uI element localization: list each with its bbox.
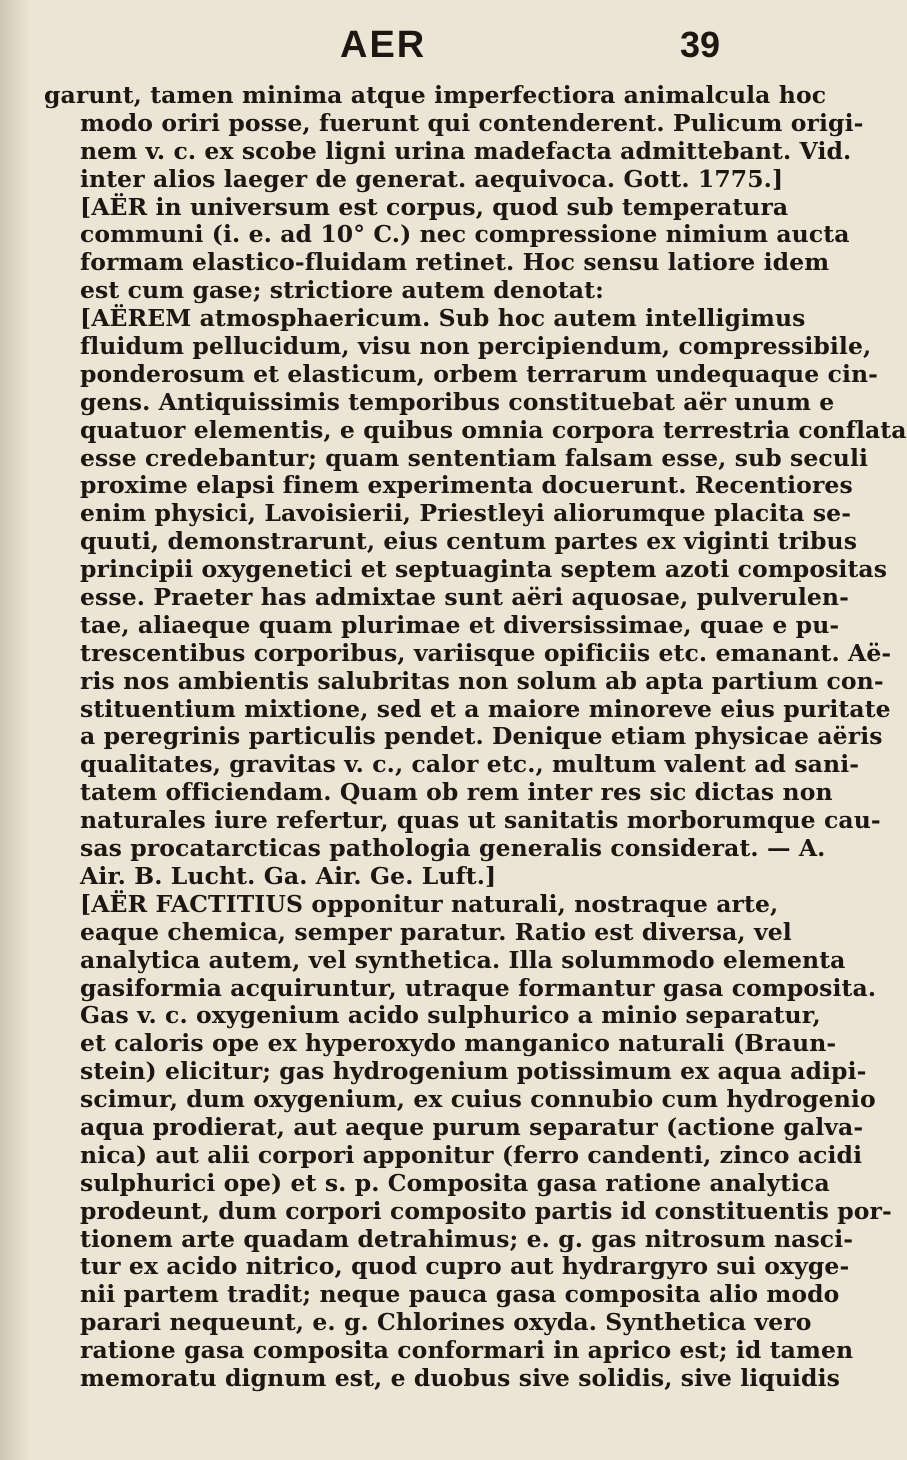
text-line: enim physici, Lavoisierii, Priestleyi aliorumque placita se- [80, 499, 852, 528]
text-line: inter alios laeger de generat. aequivoca. Gott. 1775.] [80, 164, 784, 193]
text-line: esse. Praeter has admixtae sunt aëri aquosae, pulverulen- [80, 583, 849, 612]
text-line: eaque chemica, semper paratur. Ratio est diversa, vel [80, 917, 792, 946]
text-line: memoratu dignum est, e duobus sive solidis, sive liquidis [80, 1363, 840, 1392]
text-line: est cum gase; strictiore autem denotat: [80, 276, 604, 305]
running-title: AER [340, 24, 427, 66]
text-line: naturales iure refertur, quas ut sanitatis morborumque cau- [80, 806, 881, 835]
text-line: [AËR in universum est corpus, quod sub temperatura [80, 192, 789, 221]
text-line: sulphurici ope) et s. p. Composita gasa ratione analytica [80, 1168, 830, 1197]
text-line: ratione gasa composita conformari in aprico est; id tamen [80, 1336, 854, 1365]
page-edge-shadow [0, 0, 30, 1460]
page-header [0, 24, 800, 74]
text-line: tatem officiendam. Quam ob rem inter res sic dictas non [80, 778, 833, 807]
text-line: esse credebantur; quam sententiam falsam esse, sub seculi [80, 443, 869, 472]
text-line: a peregrinis particulis pendet. Denique etiam physicae aëris [80, 722, 883, 751]
text-line: nem v. c. ex scobe ligni urina madefacta admittebant. Vid. [80, 136, 852, 165]
text-line: formam elastico-fluidam retinet. Hoc sensu latiore idem [80, 248, 830, 277]
text-line: fluidum pellucidum, visu non percipiendum, compressibile, [80, 332, 872, 361]
text-line: garunt, tamen minima atque imperfectiora animalcula hoc [44, 81, 827, 109]
text-line: gasiformia acquiruntur, utraque formantur gasa composita. [80, 973, 877, 1002]
text-line: nii partem tradit; neque pauca gasa composita alio modo [80, 1280, 840, 1309]
text-line: quuti, demonstrarunt, eius centum partes ex viginti tribus [80, 527, 858, 556]
page-number: 39 [680, 24, 721, 65]
text-line: ponderosum et elasticum, orbem terrarum undequaque cin- [80, 359, 879, 388]
text-line: gens. Antiquissimis temporibus constituebat aër unum e [80, 387, 835, 416]
text-line: aqua prodierat, aut aeque purum separatur (actione galva- [80, 1112, 864, 1141]
text-line: et caloris ope ex hyperoxydo manganico naturali (Braun- [80, 1029, 837, 1058]
text-line [44, 1393, 764, 1421]
text-line: stein) elicitur; gas hydrogenium potissimum ex aqua adipi- [80, 1057, 867, 1086]
text-line: stituentium mixtione, sed et a maiore minoreve eius puritate [80, 694, 891, 723]
text-line: [AËR FACTITIUS opponitur naturali, nostraque arte, [80, 889, 779, 918]
text-line: prodeunt, dum corpori composito partis id constituentis por- [80, 1196, 892, 1225]
text-line: parari nequeunt, e. g. Chlorines oxyda. Synthetica vero [80, 1308, 812, 1337]
text-line: tionem arte quadam detrahimus; e. g. gas nitrosum nasci- [80, 1224, 854, 1253]
text-line: tur ex acido nitrico, quod cupro aut hydrargyro sui oxyge- [80, 1252, 850, 1281]
text-line: Gas v. c. oxygenium acido sulphurico a minio separatur, [80, 1001, 821, 1030]
text-line: ris nos ambientis salubritas non solum ab apta partium con- [80, 666, 884, 695]
text-line: [AËREM atmosphaericum. Sub hoc autem intelligimus [80, 304, 806, 333]
text-line: qualitates, gravitas v. c., calor etc., multum valent ad sani- [80, 750, 860, 779]
text-line: tae, aliaeque quam plurimae et diversissimae, quae e pu- [80, 610, 840, 639]
text-line: quatuor elementis, e quibus omnia corpora terrestria conflata [80, 415, 907, 444]
text-line: analytica autem, vel synthetica. Illa solummodo elementa [80, 945, 846, 974]
text-line: trescentibus corporibus, variisque opificiis etc. emanant. Aë- [80, 638, 892, 667]
text-line: Air. B. Lucht. Ga. Air. Ge. Luft.] [80, 861, 497, 890]
text-line: communi (i. e. ad 10° C.) nec compressione nimium aucta [80, 220, 850, 249]
text-line: principii oxygenetici et septuaginta septem azoti compositas [80, 555, 888, 584]
text-line: scimur, dum oxygenium, ex cuius connubio cum hydrogenio [80, 1085, 876, 1114]
text-line: nica) aut alii corpori apponitur (ferro candenti, zinco acidi [80, 1140, 863, 1169]
text-line: proxime elapsi finem experimenta docuerunt. Recentiores [80, 471, 853, 500]
text-line: modo oriri posse, fuerunt qui contenderent. Pulicum origi- [80, 108, 864, 137]
body-text [44, 81, 907, 1421]
text-line: sas procatarcticas pathologia generalis considerat. — A. [80, 834, 826, 863]
